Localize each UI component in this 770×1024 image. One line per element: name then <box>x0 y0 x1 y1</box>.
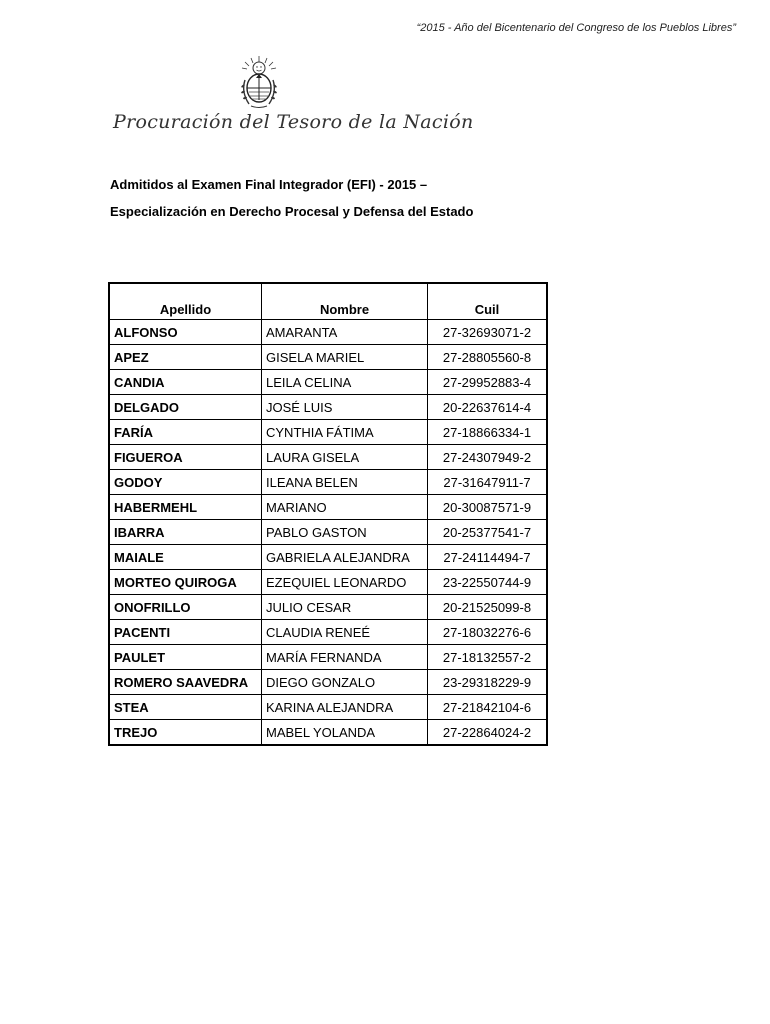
cell-cuil: 27-24307949-2 <box>428 445 548 470</box>
cell-apellido: FIGUEROA <box>109 445 262 470</box>
table-row <box>109 670 547 695</box>
table-row <box>109 695 547 720</box>
cell-cuil: 27-18132557-2 <box>428 645 548 670</box>
cell-apellido: APEZ <box>109 345 262 370</box>
cell-cuil: 27-24114494-7 <box>428 545 548 570</box>
cell-apellido: GODOY <box>109 470 262 495</box>
table-header-row <box>109 283 547 320</box>
cell-nombre: EZEQUIEL LEONARDO <box>262 570 428 595</box>
table-row <box>109 720 547 746</box>
document-subtitle: Especialización en Derecho Procesal y Defensa del Estado <box>110 204 474 219</box>
cell-nombre: JOSÉ LUIS <box>262 395 428 420</box>
cell-apellido: PAULET <box>109 645 262 670</box>
table-row <box>109 445 547 470</box>
table-row <box>109 345 547 370</box>
cell-cuil: 20-22637614-4 <box>428 395 548 420</box>
table-row <box>109 545 547 570</box>
cell-nombre: GISELA MARIEL <box>262 345 428 370</box>
column-header-apellido: Apellido <box>109 283 262 320</box>
cell-cuil: 27-31647911-7 <box>428 470 548 495</box>
column-header-nombre: Nombre <box>262 283 428 320</box>
cell-nombre: LAURA GISELA <box>262 445 428 470</box>
cell-apellido: MAIALE <box>109 545 262 570</box>
document-title: Admitidos al Examen Final Integrador (EFI) - 2015 – <box>110 177 428 192</box>
cell-nombre: GABRIELA ALEJANDRA <box>262 545 428 570</box>
table-row <box>109 620 547 645</box>
cell-nombre: CLAUDIA RENEÉ <box>262 620 428 645</box>
table-row <box>109 595 547 620</box>
cell-cuil: 27-32693071-2 <box>428 320 548 345</box>
header-motto: “2015 - Año del Bicentenario del Congreso de los Pueblos Libres” <box>416 22 736 34</box>
cell-cuil: 27-18032276-6 <box>428 620 548 645</box>
admitted-table <box>108 282 548 746</box>
cell-cuil: 20-25377541-7 <box>428 520 548 545</box>
cell-apellido: IBARRA <box>109 520 262 545</box>
cell-cuil: 27-29952883-4 <box>428 370 548 395</box>
institution-name: Procuración del Tesoro de la Nación <box>113 111 474 133</box>
table-row <box>109 570 547 595</box>
cell-nombre: PABLO GASTON <box>262 520 428 545</box>
cell-nombre: ILEANA BELEN <box>262 470 428 495</box>
cell-apellido: FARÍA <box>109 420 262 445</box>
table-row <box>109 320 547 345</box>
cell-apellido: STEA <box>109 695 262 720</box>
table-row <box>109 520 547 545</box>
cell-apellido: CANDIA <box>109 370 262 395</box>
cell-apellido: MORTEO QUIROGA <box>109 570 262 595</box>
cell-cuil: 27-28805560-8 <box>428 345 548 370</box>
cell-apellido: ALFONSO <box>109 320 262 345</box>
cell-apellido: HABERMEHL <box>109 495 262 520</box>
column-header-cuil: Cuil <box>428 283 548 320</box>
cell-cuil: 23-22550744-9 <box>428 570 548 595</box>
cell-nombre: AMARANTA <box>262 320 428 345</box>
table-row <box>109 495 547 520</box>
cell-cuil: 23-29318229-9 <box>428 670 548 695</box>
cell-cuil: 27-21842104-6 <box>428 695 548 720</box>
cell-nombre: MARIANO <box>262 495 428 520</box>
cell-cuil: 27-22864024-2 <box>428 720 548 746</box>
cell-apellido: TREJO <box>109 720 262 746</box>
cell-nombre: LEILA CELINA <box>262 370 428 395</box>
cell-nombre: DIEGO GONZALO <box>262 670 428 695</box>
cell-apellido: PACENTI <box>109 620 262 645</box>
cell-nombre: CYNTHIA FÁTIMA <box>262 420 428 445</box>
table-row <box>109 370 547 395</box>
table-row <box>109 645 547 670</box>
cell-cuil: 20-30087571-9 <box>428 495 548 520</box>
national-coat-of-arms-icon <box>237 54 281 110</box>
cell-apellido: ROMERO SAAVEDRA <box>109 670 262 695</box>
cell-nombre: MABEL YOLANDA <box>262 720 428 746</box>
cell-cuil: 20-21525099-8 <box>428 595 548 620</box>
cell-nombre: KARINA ALEJANDRA <box>262 695 428 720</box>
cell-nombre: JULIO CESAR <box>262 595 428 620</box>
cell-cuil: 27-18866334-1 <box>428 420 548 445</box>
table-row <box>109 395 547 420</box>
cell-apellido: ONOFRILLO <box>109 595 262 620</box>
table-row <box>109 470 547 495</box>
cell-nombre: MARÍA FERNANDA <box>262 645 428 670</box>
table-row <box>109 420 547 445</box>
cell-apellido: DELGADO <box>109 395 262 420</box>
